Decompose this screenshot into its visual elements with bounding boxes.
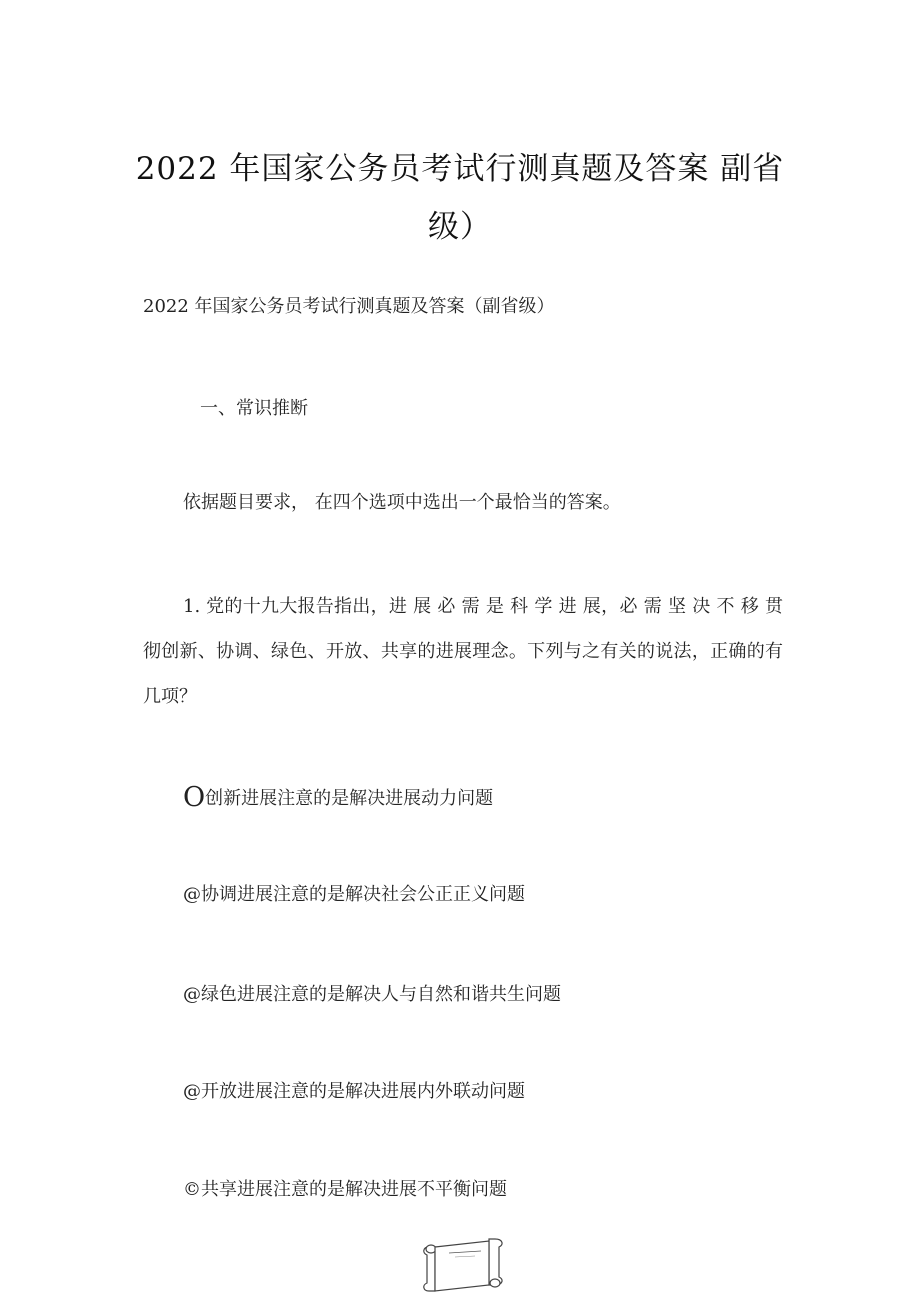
option-marker: @ [183, 984, 201, 1005]
option-text: 开放进展注意的是解决进展内外联动问题 [201, 1081, 525, 1102]
option-text: 协调进展注意的是解决社会公正正义问题 [201, 884, 525, 905]
option-item-4 [183, 1077, 525, 1103]
option-marker: © [183, 1179, 201, 1200]
option-marker: O [183, 782, 206, 813]
option-item-5 [183, 1175, 507, 1201]
section-heading: 一、常识推断 [200, 398, 308, 419]
document-subtitle: 2022 年国家公务员考试行测真题及答案（副省级） [143, 296, 555, 317]
option-text: 共享进展注意的是解决进展不平衡问题 [201, 1179, 507, 1200]
option-marker: @ [183, 1081, 201, 1102]
option-text: 绿色进展注意的是解决人与自然和谐共生问题 [201, 984, 561, 1005]
question-1: 1. 党的十九大报告指出，进 展 必 需 是 科 学 进 展，必 需 坚 决 不 移 贯彻创新、协调、绿色、开放、共享的进展理念。下列与之有关的说法，正确的有几项？ [143, 596, 783, 707]
document-title: 2022 年国家公务员考试行测真题及答案 副省级） [135, 151, 785, 245]
option-item-2 [183, 880, 525, 906]
scroll-banner-icon [419, 1233, 507, 1293]
option-marker: @ [183, 884, 201, 905]
option-item-3 [183, 980, 561, 1006]
instruction-text: 依据题目要求， 在四个选项中选出一个最恰当的答案。 [183, 492, 621, 513]
option-item-1 [183, 782, 493, 813]
option-text: 创新进展注意的是解决进展动力问题 [205, 788, 494, 809]
